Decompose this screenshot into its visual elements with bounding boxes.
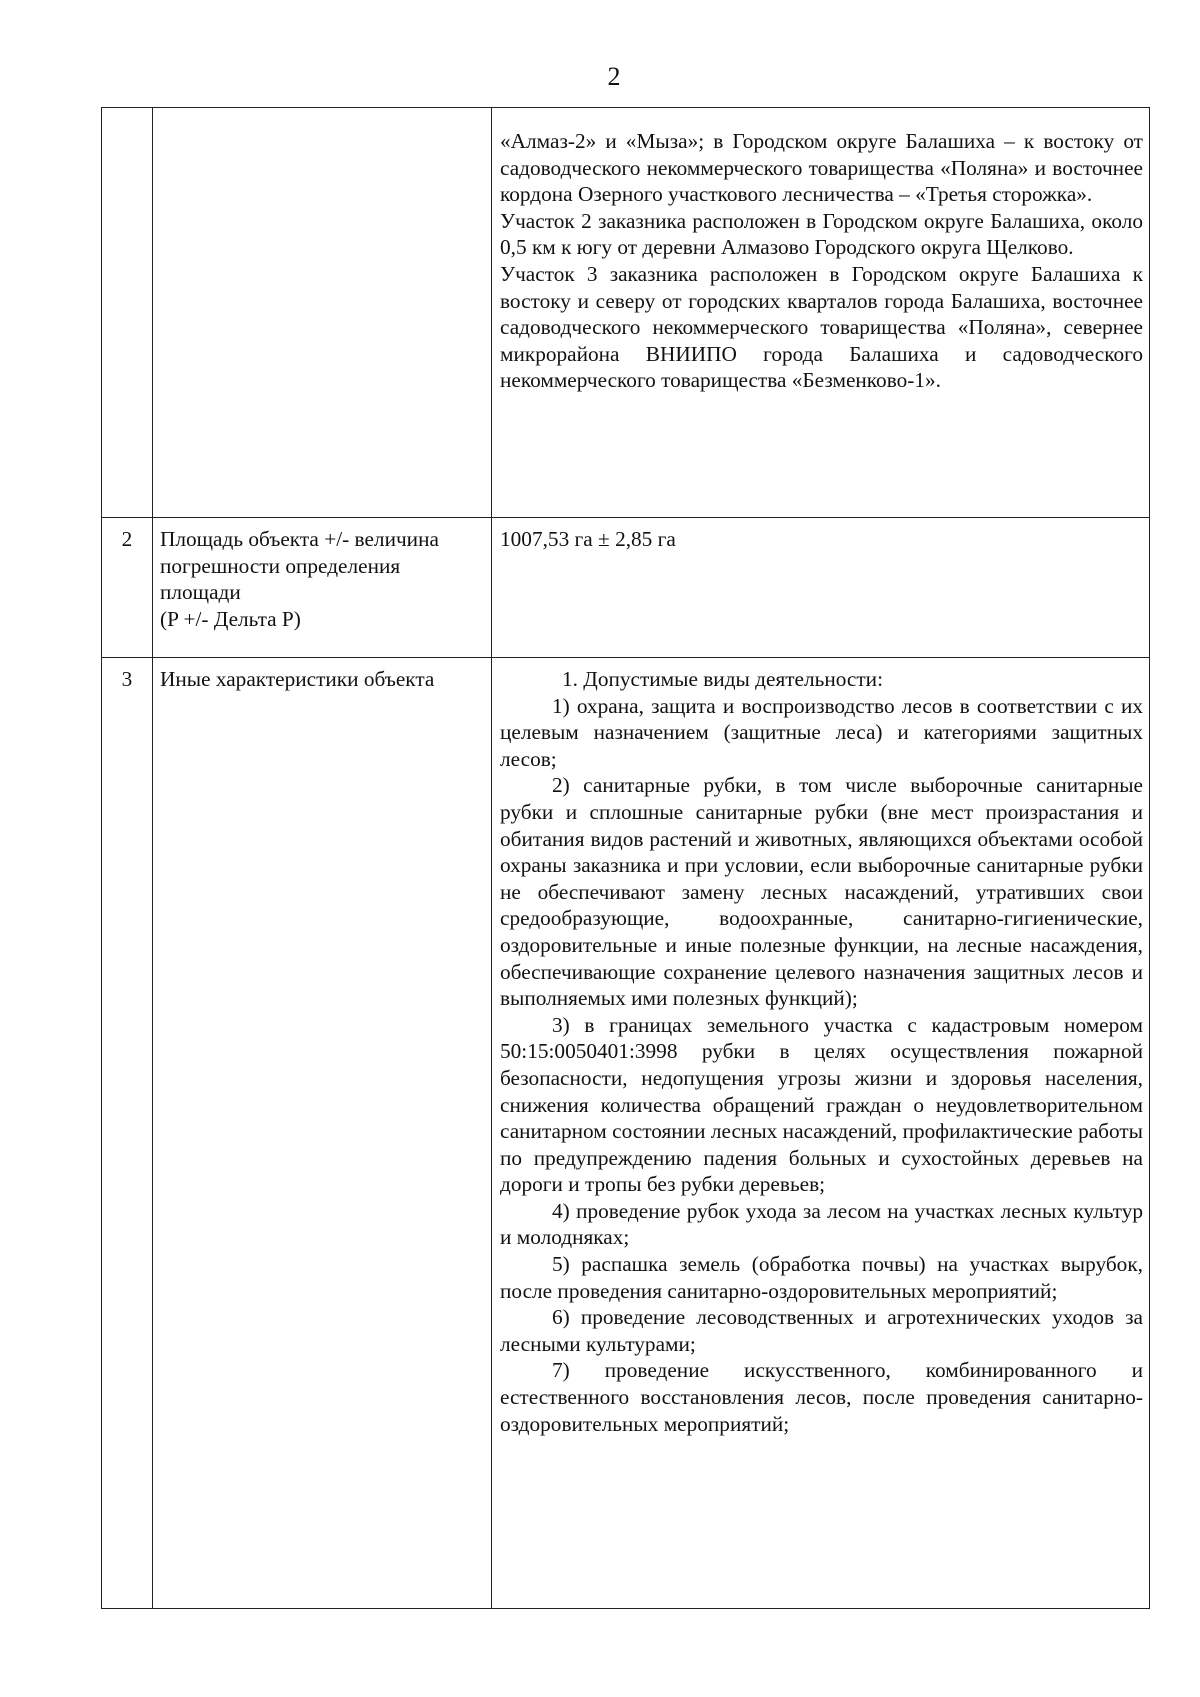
row-number: 3 [102,658,153,1609]
activity-item: 4) проведение рубок ухода за лесом на участках лесных культур и молодняках; [500,1198,1143,1250]
row-name: Иные характеристики объекта [153,658,492,1609]
activity-item: 6) проведение лесоводственных и агротехнических уходов за лесными культурами; [500,1305,1143,1356]
row-value [492,658,1150,1609]
activity-item: 1) охрана, защита и воспроизводство лесов в соответствии с их целевым назначением (защитные леса) и категориями защитных лесов; [500,693,1143,771]
area-value: 1007,53 га ± 2,85 га [500,527,676,551]
table-row [102,108,1150,518]
row-value [492,518,1150,658]
characteristics-table [101,107,1150,1609]
location-paragraph: Участок 2 заказника расположен в Городском округе Балашиха, около 0,5 км к югу от деревни Алмазово Городского округа Щелково. [500,208,1143,260]
location-paragraph: Участок 3 заказника расположен в Городском округе Балашиха к востоку и северу от городских кварталов города Балашиха, восточнее садоводческого некоммерческого товарищества «Поляна», севернее микрорайона ВНИИПО города Балашиха и садоводческого некоммерческого товарищества «Безменково-1». [500,261,1143,393]
row-name [153,518,492,658]
location-paragraph: «Алмаз-2» и «Мыза»; в Городском округе Балашиха – к востоку от садоводческого некоммерческого товарищества «Поляна» и восточнее кордона Озерного участкового лесничества – «Третья сторожка». [500,129,1143,207]
table-row [102,518,1150,658]
activities-heading: 1. Допустимые виды деятельности: [562,667,883,691]
activity-item: 3) в границах земельного участка с кадастровым номером 50:15:0050401:3998 рубки в целях осуществления пожарной безопасности, недопущения угрозы жизни и здоровья населения, снижения количества обращений граждан о неудовлетворительном санитарном состоянии лесных насаждений, профилактические работы по предупреждению падения больных и сухостойных деревьев на дороги и тропы без рубки деревьев; [500,1012,1143,1197]
row-number [102,108,153,518]
area-label: Площадь объекта +/- величина погрешности определения площади (P +/- Дельта P) [160,527,439,631]
row-name [153,108,492,518]
table-row [102,658,1150,1609]
activity-item: 7) проведение искусственного, комбинированного и естественного восстановления лесов, после проведения санитарно-оздоровительных мероприятий; [500,1358,1143,1436]
activity-item: 5) распашка земель (обработка почвы) на участках вырубок, после проведения санитарно-оздоровительных мероприятий; [500,1252,1143,1303]
page-number: 2 [607,62,621,91]
row-value [492,108,1150,518]
activity-item: 2) санитарные рубки, в том числе выборочные санитарные рубки и сплошные санитарные рубки (вне мест произрастания и обитания видов растений и животных, являющихся объектами особой охраны заказника и при условии, если выборочные санитарные рубки не обеспечивают замену лесных насаждений, утративших свои средообразующие, водоохранные, санитарно-гигиенические, оздоровительные и иные полезные функции, на лесные насаждения, обеспечивающие сохранение целевого назначения защитных лесов и выполняемых ими полезных функций); [500,773,1143,1011]
row-number: 2 [102,518,153,658]
